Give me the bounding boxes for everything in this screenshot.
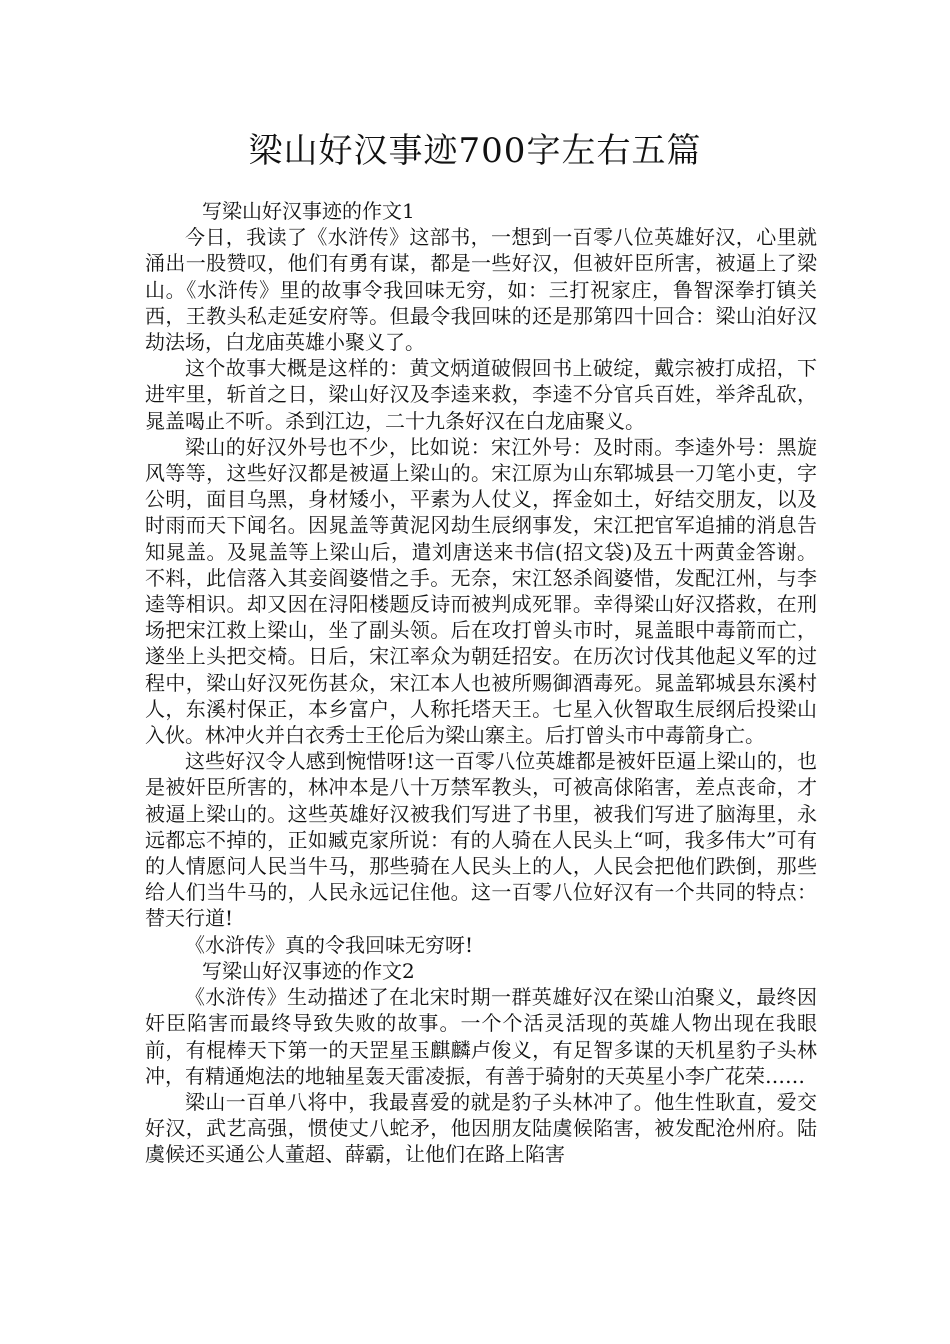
paragraph: 梁山的好汉外号也不少，比如说：宋江外号：及时雨。李逵外号：黑旋风等等，这些好汉都是被逼上梁山的。宋江原为山东郓城县一刀笔小吏，字公明，面目乌黑，身材矮小，平素为人仗义，挥金如土，好结交朋友，以及时雨而天下闻名。因晁盖等黄泥冈劫生辰纲事发，宋江把官军追捕的消息告知晁盖。及晁盖等上梁山后，遣刘唐送来书信(招文袋)及五十两黄金答谢。不料，此信落入其妾阎婆惜之手。无奈，宋江怒杀阎婆惜，发配江州，与李逵等相识。却又因在浔阳楼题反诗而被判成死罪。幸得梁山好汉搭救，在刑场把宋江救上梁山，坐了副头领。后在攻打曾头市时，晁盖眼中毒箭而亡，遂坐上头把交椅。日后，宋江率众为朝廷招安。在历次讨伐其他起义军的过程中，梁山好汉死伤甚众，宋江本人也被所赐御酒毒死。晁盖郓城县东溪村人，东溪村保正，本乡富户，人称托塔天王。七星入伙智取生辰纲后投梁山入伙。林冲火并白衣秀士王伦后为梁山寨主。后打曾头市中毒箭身亡。 — [145, 434, 817, 748]
paragraph: 这些好汉令人感到惋惜呀!这一百零八位英雄都是被奸臣逼上梁山的，也是被奸臣所害的，林冲本是八十万禁军教头，可被高俅陷害，差点丧命，才被逼上梁山的。这些英雄好汉被我们写进了书里，被我们写进了脑海里，永远都忘不掉的，正如臧克家所说：有的人骑在人民头上“呵，我多伟大”可有的人情愿问人民当牛马，那些骑在人民头上的人，人民会把他们跌倒，那些给人们当牛马的，人民永远记住他。这一百零八位好汉有一个共同的特点：替天行道! — [145, 749, 817, 931]
document-title: 梁山好汉事迹700字左右五篇 — [248, 131, 702, 171]
essay-heading-2: 写梁山好汉事迹的作文2 — [202, 958, 415, 983]
paragraph: 梁山一百单八将中，我最喜爱的就是豹子头林冲了。他生性耿直，爱交好汉，武艺高强，惯使丈八蛇矛，他因朋友陆虞候陷害，被发配沧州府。陆虞候还买通公人董超、薛霸，让他们在路上陷害 — [145, 1089, 817, 1167]
paragraph: 这个故事大概是这样的：黄文炳道破假回书上破绽，戴宗被打成招，下进牢里，斩首之日，梁山好汉及李逵来救，李逵不分官兵百姓，举斧乱砍，晁盖喝止不听。杀到江边，二十九条好汉在白龙庙聚义。 — [145, 356, 817, 433]
paragraph: 《水浒传》生动描述了在北宋时期一群英雄好汉在梁山泊聚义，最终因奸臣陷害而最终导致失败的故事。一个个活灵活现的英雄人物出现在我眼前，有棍棒天下第一的天罡星玉麒麟卢俊义，有足智多谋的天机星豹子头林冲，有精通炮法的地轴星轰天雷凌振，有善于骑射的天英星小李广花荣…… — [145, 985, 817, 1088]
document-body — [145, 198, 817, 1168]
paragraph: 今日，我读了《水浒传》这部书，一想到一百零八位英雄好汉，心里就涌出一股赞叹，他们有勇有谋，都是一些好汉，但被奸臣所害，被逼上了梁山。《水浒传》里的故事令我回味无穷，如：三打祝家庄，鲁智深拳打镇关西，王教头私走延安府等。但最令我回味的还是那第四十回合：梁山泊好汉劫法场，白龙庙英雄小聚义了。 — [145, 225, 817, 355]
paragraph: 《水浒传》真的令我回味无穷呀! — [185, 932, 474, 957]
essay-heading-1: 写梁山好汉事迹的作文1 — [202, 199, 415, 223]
